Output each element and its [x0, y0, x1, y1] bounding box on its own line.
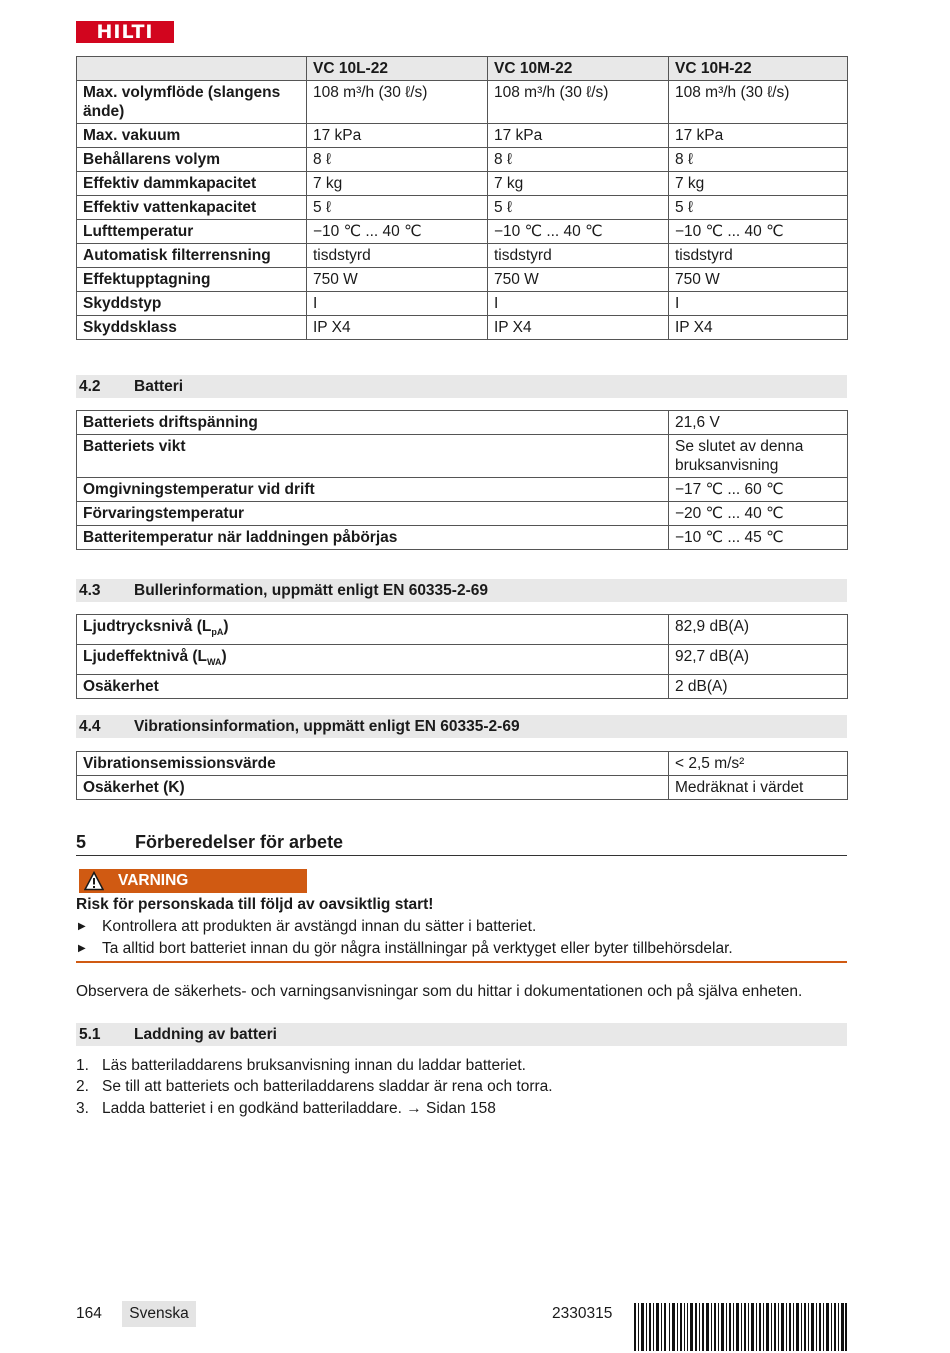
- row-value: Se slutet av denna bruksanvisning: [669, 435, 848, 478]
- barcode-icon: [634, 1303, 847, 1351]
- row-value: 8 ℓ: [488, 148, 669, 172]
- table-row: [77, 526, 848, 550]
- row-value: IP X4: [669, 316, 848, 340]
- row-value: −20 ℃ ... 40 ℃: [669, 502, 848, 526]
- row-value: −10 ℃ ... 45 ℃: [669, 526, 848, 550]
- step-number: 1.: [76, 1057, 89, 1074]
- step-number: 3.: [76, 1100, 89, 1117]
- section-title: Batteri: [134, 378, 184, 395]
- table-row: [77, 645, 848, 675]
- row-label: Förvaringstemperatur: [77, 502, 669, 526]
- row-label: Ljudtrycksnivå $(L_{pA})$: [77, 615, 669, 645]
- table-row: [77, 411, 848, 435]
- row-value: 17 kPa: [669, 124, 848, 148]
- row-value: tisdstyrd: [669, 244, 848, 268]
- row-label: Vibrationsemissionsvärde: [77, 752, 669, 776]
- row-label: Skyddsklass: [77, 316, 307, 340]
- table-row: [77, 220, 848, 244]
- page-number: 164: [76, 1305, 102, 1322]
- table-row: [77, 478, 848, 502]
- warning-label: VARNING: [118, 872, 189, 889]
- step-number: 2.: [76, 1078, 89, 1095]
- row-label: Ljudeffektnivå $(L_{WA})$: [77, 645, 669, 675]
- row-value: 21,6 V: [669, 411, 848, 435]
- row-value: 7 kg: [488, 172, 669, 196]
- row-value: 750 W: [669, 268, 848, 292]
- row-value: 17 kPa: [307, 124, 488, 148]
- row-value: 5 ℓ: [307, 196, 488, 220]
- step-text: Läs batteriladdarens bruksanvisning innan du laddar batteriet.: [102, 1057, 526, 1074]
- warning-heading: Risk för personskada till följd av oavsiktlig start!: [76, 896, 434, 913]
- warning-label-box: [79, 869, 307, 893]
- row-value: 7 kg: [669, 172, 848, 196]
- section-heading-4-3: [76, 579, 847, 602]
- row-value: 17 kPa: [488, 124, 669, 148]
- row-value: −10 ℃ ... 40 ℃: [669, 220, 848, 244]
- row-value: IP X4: [307, 316, 488, 340]
- section-title: Vibrationsinformation, uppmätt enligt EN 60335-2-69: [134, 718, 520, 735]
- row-label: Batteritemperatur när laddningen påbörjas: [77, 526, 669, 550]
- battery-table: [76, 410, 848, 550]
- row-label: Osäkerhet (K): [77, 776, 669, 800]
- section-heading-4-4: [76, 715, 847, 738]
- row-label: Skyddstyp: [77, 292, 307, 316]
- table-row: [77, 615, 848, 645]
- row-label: Omgivningstemperatur vid drift: [77, 478, 669, 502]
- row-value: 108 m³/h (30 ℓ/s): [669, 81, 848, 124]
- row-value: 92,7 dB(A): [669, 645, 848, 675]
- row-value: 5 ℓ: [669, 196, 848, 220]
- table-row: [77, 244, 848, 268]
- row-label: Effektupptagning: [77, 268, 307, 292]
- row-value: −10 ℃ ... 40 ℃: [307, 220, 488, 244]
- hilti-logo: HILTI: [76, 21, 174, 43]
- section-number: 4.2: [79, 378, 101, 395]
- section-number: 4.3: [79, 582, 101, 599]
- row-label: Max. volymflöde (slangens ände): [77, 81, 307, 124]
- table-header-cell: VC 10M-22: [488, 57, 669, 81]
- row-label: Effektiv dammkapacitet: [77, 172, 307, 196]
- row-value: −10 ℃ ... 40 ℃: [488, 220, 669, 244]
- safety-note: Observera de säkerhets- och varningsanvisningar som du hittar i dokumentationen och på själva enheten.: [76, 983, 803, 1000]
- row-value: IP X4: [488, 316, 669, 340]
- table-row: [77, 502, 848, 526]
- row-value: 108 m³/h (30 ℓ/s): [488, 81, 669, 124]
- table-row: [77, 776, 848, 800]
- row-value: 5 ℓ: [488, 196, 669, 220]
- list-item-text: Ta alltid bort batteriet innan du gör några inställningar på verktyget eller byter tillbehörsdelar.: [102, 940, 733, 957]
- chapter-number: 5: [76, 832, 87, 852]
- row-value: 750 W: [307, 268, 488, 292]
- warning-triangle-icon: [84, 871, 104, 891]
- noise-table: [76, 614, 848, 699]
- section-title: Bullerinformation, uppmätt enligt EN 60335-2-69: [134, 582, 488, 599]
- row-label: Max. vakuum: [77, 124, 307, 148]
- language-badge: Svenska: [122, 1301, 196, 1327]
- row-label: Osäkerhet: [77, 675, 669, 699]
- row-value: 82,9 dB(A): [669, 615, 848, 645]
- table-header-cell: [77, 57, 307, 81]
- list-item-text: Kontrollera att produkten är avstängd innan du sätter i batteriet.: [102, 918, 537, 935]
- spec-table: [76, 56, 848, 340]
- table-row: [77, 316, 848, 340]
- row-value: 8 ℓ: [669, 148, 848, 172]
- row-value: −17 ℃ ... 60 ℃: [669, 478, 848, 502]
- bullet-arrow-icon: ▶: [78, 921, 86, 932]
- table-row: [77, 148, 848, 172]
- row-label: Automatisk filterrensning: [77, 244, 307, 268]
- table-header-cell: VC 10H-22: [669, 57, 848, 81]
- vibration-table: [76, 751, 848, 800]
- table-row: [77, 81, 848, 124]
- table-row: [77, 435, 848, 478]
- row-value: 2 dB(A): [669, 675, 848, 699]
- row-value: Medräknat i värdet: [669, 776, 848, 800]
- table-row: [77, 196, 848, 220]
- chapter-title: Förberedelser för arbete: [135, 832, 344, 852]
- row-value: 8 ℓ: [307, 148, 488, 172]
- table-row: [77, 752, 848, 776]
- row-value: 750 W: [488, 268, 669, 292]
- row-value: I: [669, 292, 848, 316]
- chapter-heading-5: [76, 829, 847, 856]
- row-value: < 2,5 m/s²: [669, 752, 848, 776]
- row-label: Lufttemperatur: [77, 220, 307, 244]
- row-value: 108 m³/h (30 ℓ/s): [307, 81, 488, 124]
- row-label: Behållarens volym: [77, 148, 307, 172]
- section-heading-5-1: [76, 1023, 847, 1046]
- table-row: [77, 172, 848, 196]
- warning-divider: [76, 961, 847, 963]
- document-code: 2330315: [552, 1305, 613, 1322]
- table-header-cell: VC 10L-22: [307, 57, 488, 81]
- row-label: Batteriets vikt: [77, 435, 669, 478]
- row-value: 7 kg: [307, 172, 488, 196]
- row-label: Batteriets driftspänning: [77, 411, 669, 435]
- table-row: [77, 292, 848, 316]
- row-value: tisdstyrd: [307, 244, 488, 268]
- row-label: Effektiv vattenkapacitet: [77, 196, 307, 220]
- section-heading-4-2: [76, 375, 847, 398]
- section-number: 5.1: [79, 1026, 101, 1043]
- bullet-arrow-icon: ▶: [78, 943, 86, 954]
- table-header-row: [77, 57, 848, 81]
- table-row: [77, 268, 848, 292]
- table-row: [77, 124, 848, 148]
- step-text: Se till att batteriets och batteriladdarens sladdar är rena och torra.: [102, 1078, 553, 1095]
- row-value: I: [307, 292, 488, 316]
- table-row: [77, 675, 848, 699]
- row-value: tisdstyrd: [488, 244, 669, 268]
- section-number: 4.4: [79, 718, 101, 735]
- row-value: I: [488, 292, 669, 316]
- section-title: Laddning av batteri: [134, 1026, 277, 1043]
- step-text: Ladda batteriet i en godkänd batteriladdare. → Sidan 158: [102, 1100, 496, 1117]
